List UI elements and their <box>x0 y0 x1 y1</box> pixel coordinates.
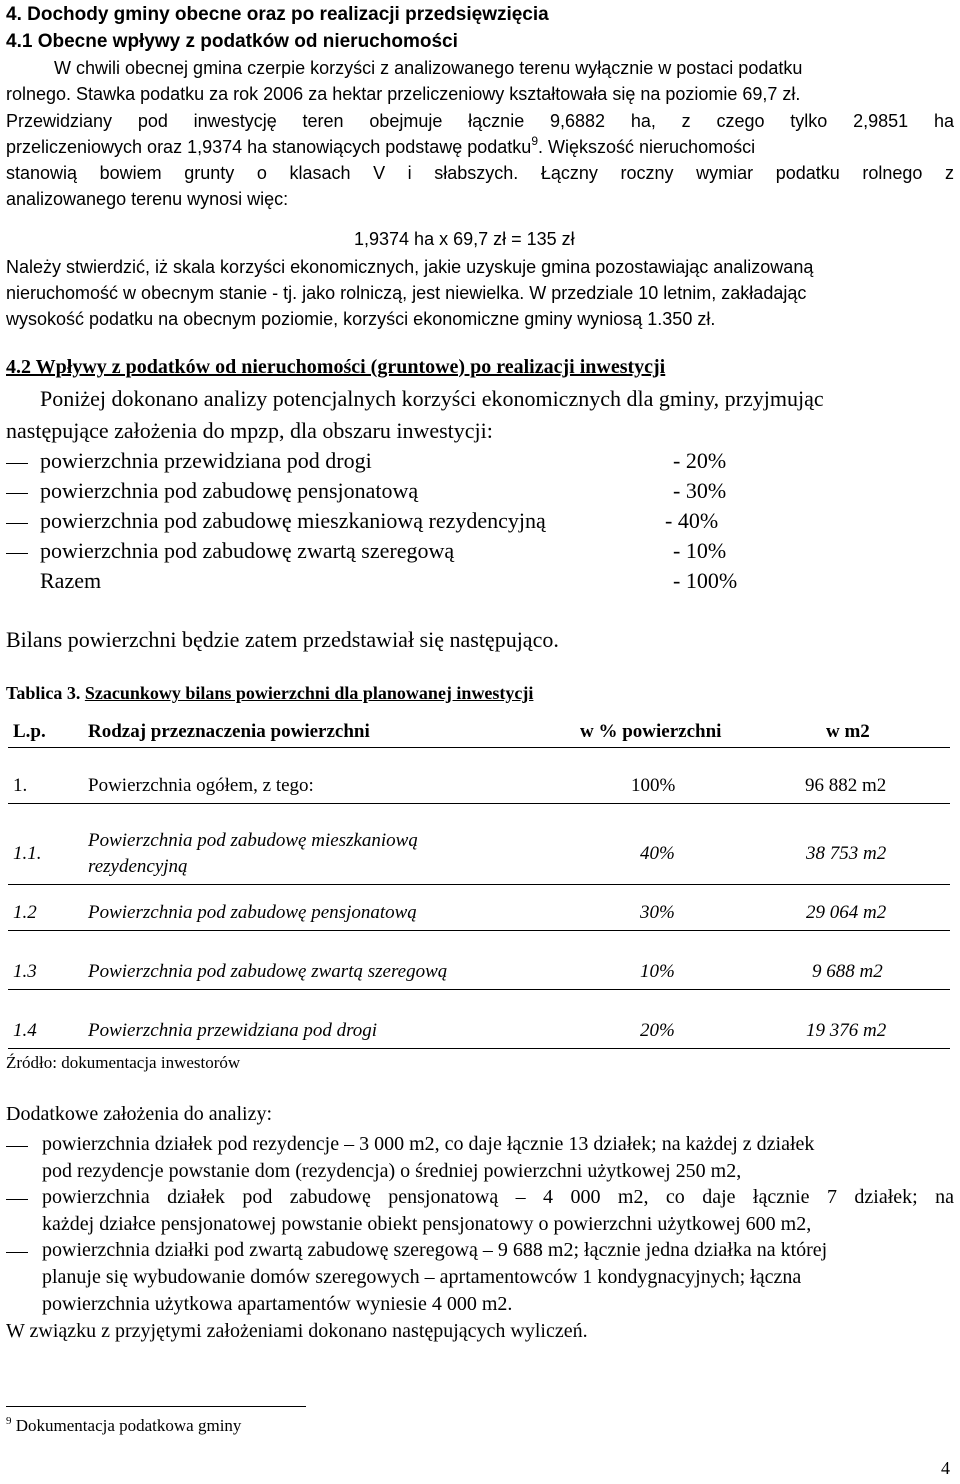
additional-item-line: planuje się wybudowanie domów szeregowych – aprtamentowców 1 kondygnacyjnych; łączna <box>42 1266 802 1288</box>
table-cell-type: Powierzchnia pod zabudowę pensjonatową <box>88 902 417 923</box>
paragraph-line: W chwili obecnej gmina czerpie korzyści z analizowanego terenu wyłącznie w postaci podatku <box>54 58 803 78</box>
additional-item-line: powierzchnia działek pod rezydencje – 3 000 m2, co daje łącznie 13 działek; na każdej z działek <box>42 1133 815 1155</box>
table-rule <box>8 1048 950 1049</box>
table-caption-prefix: Tablica 3. <box>6 683 81 703</box>
table-cell-m2: 38 753 m2 <box>806 843 887 864</box>
table-cell-m2: 9 688 m2 <box>812 961 883 982</box>
additional-item-line: powierzchnia działek pod zabudowę pensjonatową – 4 000 m2, co daje łącznie 7 działek; na <box>42 1186 954 1208</box>
additional-item-line: każdej działce pensjonatowej powstanie obiekt pensjonatowy o powierzchni użytkowej 600 m2, <box>42 1213 812 1235</box>
dash-bullet <box>6 1252 28 1253</box>
paragraph-line: wysokość podatku na obecnym poziomie, korzyści ekonomiczne gminy wyniosą 1.350 zł. <box>6 309 716 329</box>
table-rule <box>8 930 950 931</box>
list-item-value: - 10% <box>673 538 727 563</box>
table-source: Źródło: dokumentacja inwestorów <box>6 1053 241 1072</box>
table-rule <box>8 747 950 748</box>
formula: 1,9374 ha x 69,7 zł = 135 zł <box>354 229 575 249</box>
list-item-label: powierzchnia przewidziana pod drogi <box>40 448 372 473</box>
table-cell-m2: 96 882 m2 <box>805 775 887 796</box>
paragraph-line: stanowią bowiem grunty o klasach V i słabszych. Łączny roczny wymiar podatku rolnego z <box>6 163 954 183</box>
table-cell-type: Powierzchnia pod zabudowę zwartą szeregową <box>88 961 448 982</box>
dash-bullet <box>6 523 28 524</box>
paragraph-line: Przewidziany pod inwestycję teren obejmuje łącznie 9,6882 ha, z czego tylko 2,9851 ha <box>6 111 954 131</box>
list-item-label: powierzchnia pod zabudowę zwartą szeregową <box>40 538 455 563</box>
section-title: 4. Dochody gminy obecne oraz po realizacji przedsięwzięcia <box>6 4 549 25</box>
table-cell-lp: 1.1. <box>13 843 42 864</box>
additional-item-line: powierzchnia działki pod zwartą zabudowę szeregową – 9 688 m2; łącznie jedna działka na której <box>42 1239 828 1261</box>
table-header-m2: w m2 <box>826 721 870 742</box>
list-item-value: - 30% <box>673 478 727 503</box>
table-cell-percent: 100% <box>631 775 676 796</box>
paragraph-line: nieruchomość w obecnym stanie - tj. jako rolniczą, jest niewielka. W przedziale 10 letnim, zakładając <box>6 283 807 303</box>
footnote-number: 9 <box>6 1415 12 1427</box>
table-cell-type: rezydencyjną <box>88 856 188 877</box>
paragraph-line: następujące założenia do mpzp, dla obszaru inwestycji: <box>6 418 493 443</box>
dash-bullet <box>6 493 28 494</box>
paragraph-line: Poniżej dokonano analizy potencjalnych korzyści ekonomicznych dla gminy, przyjmując <box>40 386 824 411</box>
table-cell-type: Powierzchnia ogółem, z tego: <box>88 775 314 796</box>
subsection-title-4-2: 4.2 Wpływy z podatków od nieruchomości (gruntowe) po realizacji inwestycji <box>6 356 666 378</box>
footnote-ref[interactable]: 9 <box>531 134 539 148</box>
paragraph-line: analizowanego terenu wynosi więc: <box>6 189 289 209</box>
table-cell-percent: 10% <box>640 961 675 982</box>
dash-bullet <box>6 1199 28 1200</box>
paragraph-line <box>6 134 756 158</box>
table-caption-text: Szacunkowy bilans powierzchni dla planowanej inwestycji <box>84 683 534 703</box>
page-number: 4 <box>941 1458 950 1478</box>
footnote <box>6 1416 241 1436</box>
list-item-label: powierzchnia pod zabudowę mieszkaniową rezydencyjną <box>40 508 546 533</box>
dash-bullet <box>6 463 28 464</box>
table-cell-percent: 20% <box>640 1020 675 1041</box>
table-header-type: Rodzaj przeznaczenia powierzchni <box>88 721 370 742</box>
additional-item-line: pod rezydencje powstanie dom (rezydencja) o średniej powierzchni użytkowej 250 m2, <box>42 1160 742 1182</box>
footnote-rule <box>6 1406 306 1407</box>
table-cell-m2: 19 376 m2 <box>806 1020 887 1041</box>
table-header-percent: w % powierzchni <box>580 721 722 742</box>
dash-bullet <box>6 553 28 554</box>
footnote-text: Dokumentacja podatkowa gminy <box>15 1416 242 1435</box>
total-label: Razem <box>40 568 102 593</box>
dash-bullet <box>6 1146 28 1147</box>
table-cell-type: Powierzchnia pod zabudowę mieszkaniową <box>88 830 418 851</box>
table-cell-lp: 1.2 <box>13 902 37 923</box>
paragraph-text: przeliczeniowych oraz 1,9374 ha stanowiących podstawę podatku <box>6 137 532 157</box>
list-item-value: - 40% <box>665 508 719 533</box>
table-cell-lp: 1. <box>13 775 28 796</box>
additional-item-line: powierzchnia użytkowa apartamentów wyniesie 4 000 m2. <box>42 1293 513 1315</box>
list-item-value: - 20% <box>673 448 727 473</box>
subsection-title-4-1: 4.1 Obecne wpływy z podatków od nieruchomości <box>6 31 458 52</box>
paragraph-text: . Większość nieruchomości <box>538 137 756 157</box>
list-item-label: powierzchnia pod zabudowę pensjonatową <box>40 478 419 503</box>
table-cell-m2: 29 064 m2 <box>806 902 887 923</box>
table-cell-lp: 1.3 <box>13 961 37 982</box>
paragraph-line: Bilans powierzchni będzie zatem przedstawiał się następująco. <box>6 627 559 652</box>
closing-line: W związku z przyjętymi założeniami dokonano następujących wyliczeń. <box>6 1320 588 1342</box>
additional-title: Dodatkowe założenia do analizy: <box>6 1103 272 1125</box>
paragraph-line: rolnego. Stawka podatku za rok 2006 za hektar przeliczeniowy kształtowała się na poziomie 69,7 zł. <box>6 84 801 104</box>
table-cell-percent: 40% <box>640 843 675 864</box>
table-cell-percent: 30% <box>640 902 675 923</box>
table-rule <box>8 989 950 990</box>
paragraph-line: Należy stwierdzić, iż skala korzyści ekonomicznych, jakie uzyskuje gmina pozostawiając analizowaną <box>6 257 814 277</box>
total-value: - 100% <box>673 568 738 593</box>
table-cell-type: Powierzchnia przewidziana pod drogi <box>88 1020 378 1041</box>
table-caption <box>6 683 533 704</box>
table-rule <box>8 803 950 804</box>
table-header-lp: L.p. <box>13 721 46 742</box>
table-rule <box>8 884 950 885</box>
table-cell-lp: 1.4 <box>13 1020 37 1041</box>
